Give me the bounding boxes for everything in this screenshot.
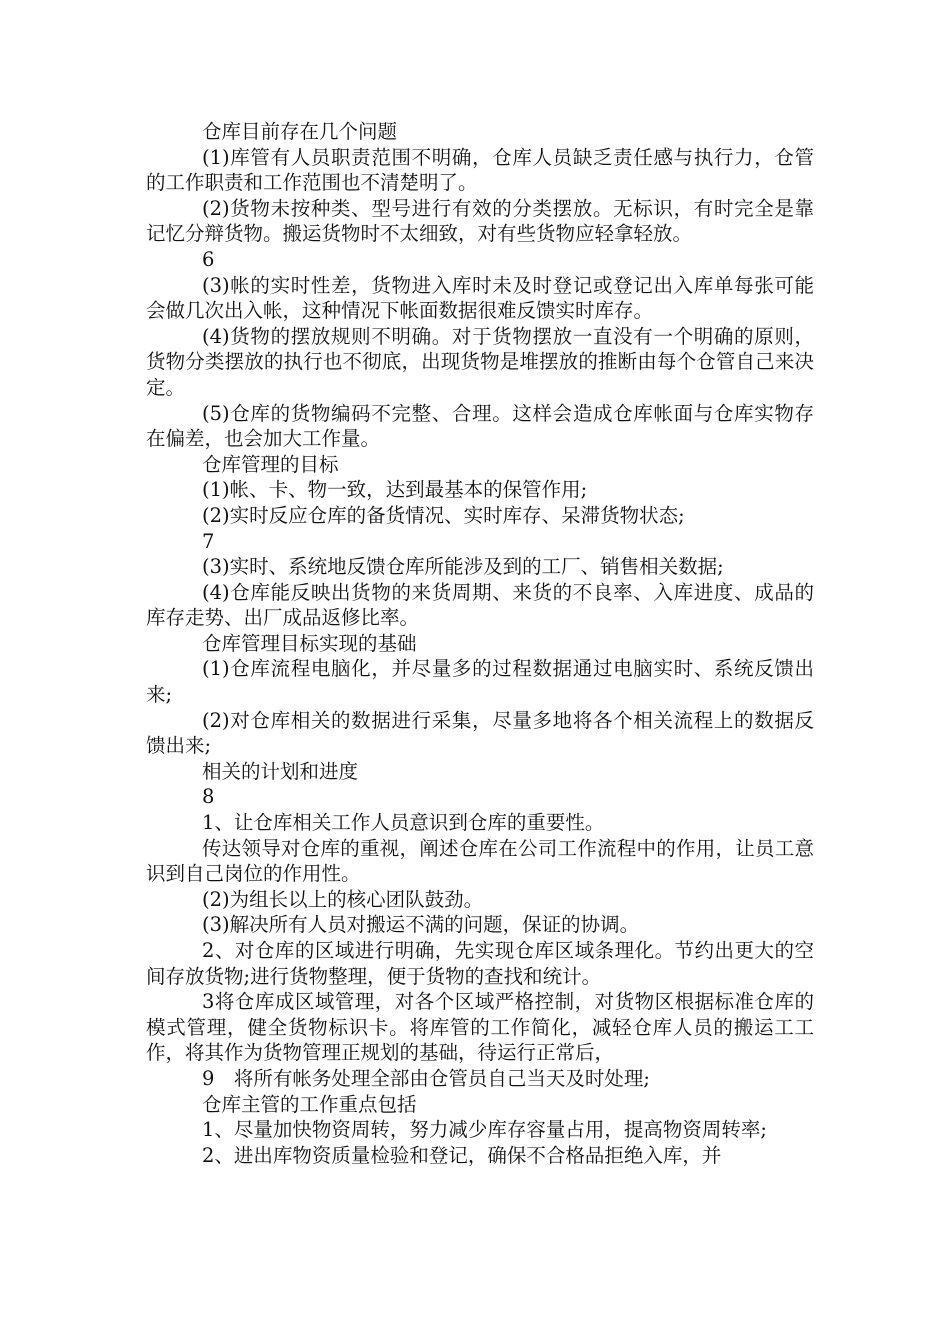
section-heading: 相关的计划和进度	[202, 759, 359, 783]
paragraph: (3)解决所有人员对搬运不满的问题，保证的协调。	[202, 913, 640, 937]
section-heading: 仓库主管的工作重点包括	[202, 1092, 417, 1116]
paragraph: (2)实时反应仓库的备货情况、实时库存、呆滞货物状态;	[202, 503, 685, 527]
paragraph: (1)仓库流程电脑化，并尽量多的过程数据通过电脑实时、系统反馈出来;	[146, 657, 814, 707]
paragraph: 1、尽量加快物资周转，努力减少库存容量占用，提高物资周转率;	[202, 1118, 767, 1142]
page-number: 8	[202, 785, 215, 809]
paragraph: 2、进出库物资质量检验和登记，确保不合格品拒绝入库，并	[202, 1143, 722, 1167]
paragraph: (4)仓库能反映出货物的来货周期、来货的不良率、入库进度、成品的库存走势、出厂成品返修比率。	[146, 580, 814, 630]
paragraph: 9 将所有帐务处理全部由仓管员自己当天及时处理;	[202, 1066, 650, 1090]
paragraph: 1、让仓库相关工作人员意识到仓库的重要性。	[202, 811, 605, 835]
paragraph: (2)为组长以上的核心团队鼓劲。	[202, 887, 484, 911]
paragraph: 仓库目前存在几个问题	[202, 120, 398, 143]
paragraph: (2)货物未按种类、型号进行有效的分类摆放。无标识，有时完全是靠记忆分辩货物。搬运货物时不太细致，对有些货物应轻拿轻放。	[146, 196, 814, 246]
paragraph: 3将仓库成区域管理，对各个区域严格控制，对货物区根据标准仓库的模式管理，健全货物标识卡。将库管的工作简化，减轻仓库人员的搬运工工作，将其作为货物管理正规划的基础，待运行正常后，	[146, 990, 814, 1065]
paragraph: (5)仓库的货物编码不完整、合理。这样会造成仓库帐面与仓库实物存在偏差，也会加大工作量。	[146, 401, 814, 451]
paragraph: 2、对仓库的区域进行明确，先实现仓库区域条理化。节约出更大的空间存放货物;进行货物整理，便于货物的查找和统计。	[146, 939, 814, 988]
paragraph: 传达领导对仓库的重视，阐述仓库在公司工作流程中的作用，让员工意识到自己岗位的作用性。	[146, 836, 814, 886]
page-number: 7	[202, 529, 215, 553]
paragraph: (1)帐、卡、物一致，达到最基本的保管作用;	[202, 478, 588, 502]
page-number: 6	[202, 247, 215, 271]
document-body	[146, 119, 814, 1168]
paragraph: (4)货物的摆放规则不明确。对于货物摆放一直没有一个明确的原则，货物分类摆放的执行也不彻底，出现货物是堆摆放的推断由每个仓管自己来决定。	[146, 324, 814, 399]
paragraph: (1)库管有人员职责范围不明确，仓库人员缺乏责任感与执行力，仓管的工作职责和工作范围也不清楚明了。	[146, 145, 814, 195]
paragraph: (3)实时、系统地反馈仓库所能涉及到的工厂、销售相关数据;	[202, 555, 724, 579]
paragraph: (2)对仓库相关的数据进行采集，尽量多地将各个相关流程上的数据反馈出来;	[146, 708, 814, 758]
section-heading: 仓库管理的目标	[202, 452, 339, 476]
section-heading: 仓库管理目标实现的基础	[202, 631, 417, 655]
paragraph: (3)帐的实时性差，货物进入库时未及时登记或登记出入库单每张可能会做几次出入帐，这种情况下帐面数据很难反馈实时库存。	[146, 273, 814, 323]
